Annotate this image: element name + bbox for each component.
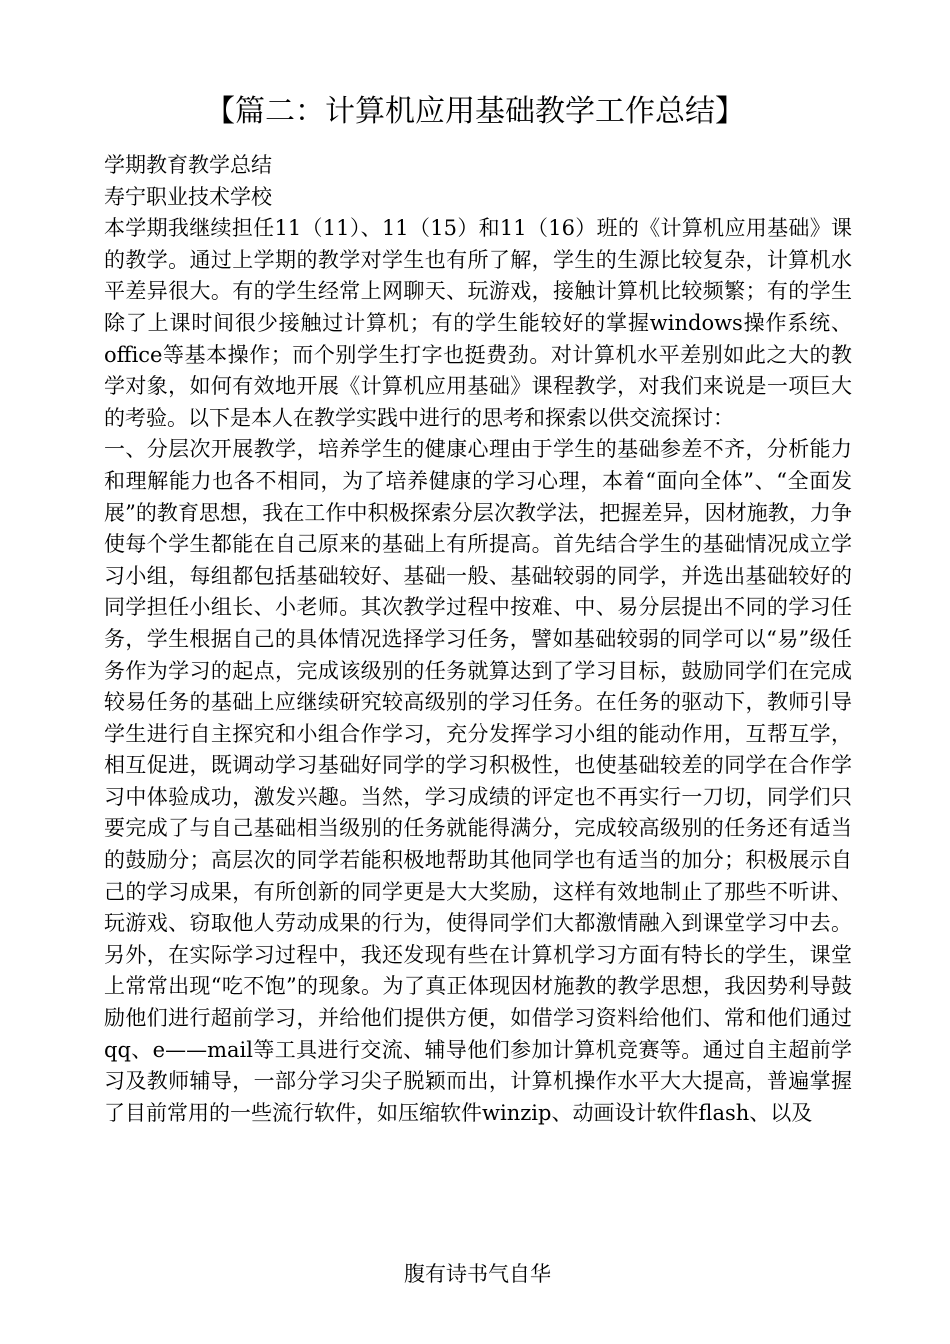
body-paragraph: 寿宁职业技术学校 (104, 184, 272, 209)
page-footer: 腹有诗书气自华 (404, 1262, 551, 1286)
document-body (104, 150, 852, 1129)
body-paragraph: 本学期我继续担任11（11）、11（15）和11（16）班的《计算机应用基础》课的教学。通过上学期的教学对学生也有所了解，学生的生源比较复杂，计算机水平差异很大。有的学生经常上网聊天、玩游戏，接触计算机比较频繁；有的学生除了上课时间很少接触过计算机；有的学生能较好的掌握windows操作系统、office等基本操作；而个别学生打字也挺费劲。对计算机水平差别如此之大的教学对象，如何有效地开展《计算机应用基础》课程教学，对我们来说是一项巨大的考验。以下是本人在教学实践中进行的思考和探索以供交流探讨： (104, 216, 852, 430)
document-title: 【篇二：计算机应用基础教学工作总结】 (205, 94, 745, 129)
body-paragraph: 一、分层次开展教学，培养学生的健康心理由于学生的基础参差不齐，分析能力和理解能力也各不相同，为了培养健康的学习心理，本着“面向全体”、“全面发展”的教育思想，我在工作中积极探索分层次教学法，把握差异，因材施教，力争使每个学生都能在自己原来的基础上有所提高。首先结合学生的基础情况成立学习小组，每组都包括基础较好、基础一般、基础较弱的同学，并选出基础较好的同学担任小组长、小老师。其次教学过程中按难、中、易分层提出不同的学习任务，学生根据自己的具体情况选择学习任务，譬如基础较弱的同学可以“易”级任务作为学习的起点，完成该级别的任务就算达到了学习目标，鼓励同学们在完成较易任务的基础上应继续研究较高级别的学习任务。在任务的驱动下，教师引导学生进行自主探究和小组合作学习，充分发挥学习小组的能动作用，互帮互学，相互促进，既调动学习基础好同学的学习积极性，也使基础较差的同学在合作学习中体验成功，激发兴趣。当然，学习成绩的评定也不再实行一刀切，同学们只要完成了与自己基础相当级别的任务就能得满分，完成较高级别的任务还有适当的鼓励分；高层次的同学若能积极地帮助其他同学也有适当的加分；积极展示自己的学习成果，有所创新的同学更是大大奖励，这样有效地制止了那些不听讲、玩游戏、窃取他人劳动成果的行为，使得同学们大都激情融入到课堂学习中去。另外，在实际学习过程中，我还发现有些在计算机学习方面有特长的学生，课堂上常常出现“吃不饱”的现象。为了真正体现因材施教的教学思想，我因势利导鼓励他们进行超前学习，并给他们提供方便，如借学习资料给他们、常和他们通过qq、e——mail等工具进行交流、辅导他们参加计算机竞赛等。通过自主超前学习及教师辅导，一部分学习尖子脱颖而出，计算机操作水平大大提高，普遍掌握了目前常用的一些流行软件，如压缩软件winzip、动画设计软件flash、以及 (104, 437, 852, 1125)
body-paragraph: 学期教育教学总结 (104, 153, 272, 177)
